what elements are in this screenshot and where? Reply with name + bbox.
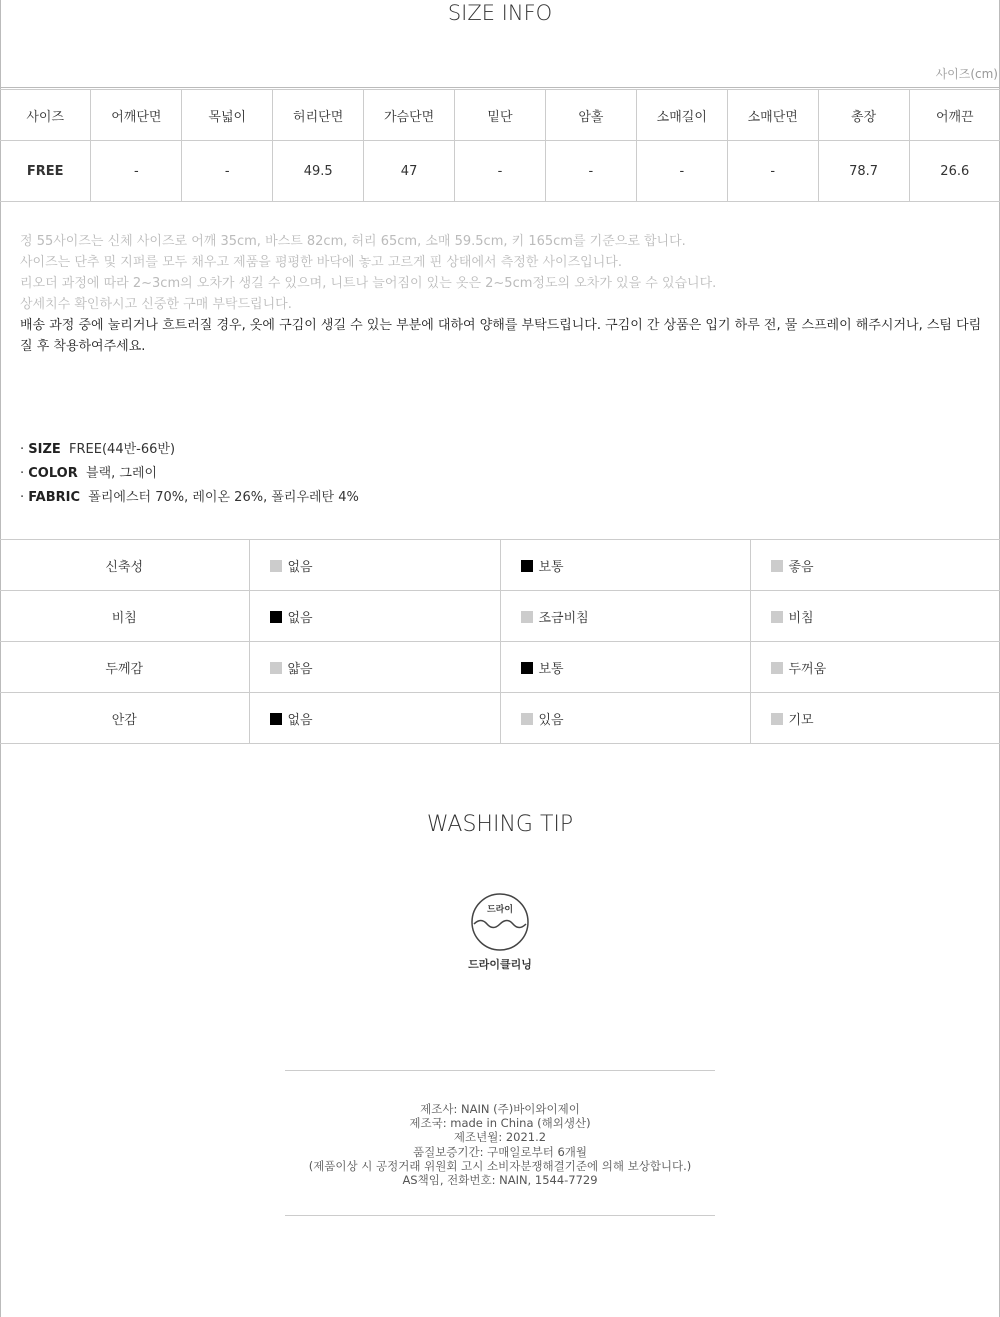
spec-size: · SIZE FREE(44반-66반): [20, 442, 176, 457]
shipping-note: 배송 과정 중에 눌리거나 흐트러질 경우, 옷에 구김이 생길 수 있는 부분에 대하여 양해를 부탁드립니다. 구김이 간 상품은 입기 하루 전, 물 스프레이 해주시거나, 스팀 다림질 후 착용하여주세요.: [20, 318, 982, 354]
attribute-name: 안감: [0, 693, 249, 744]
attribute-option: [500, 591, 750, 642]
size-value-cell: -: [91, 141, 182, 202]
attribute-row: [0, 693, 1000, 744]
size-header-cell: 소매길이: [636, 90, 727, 141]
checkbox-square-icon: [270, 560, 282, 572]
size-unit-label: 사이즈(cm): [935, 67, 998, 81]
size-table-header-row: [0, 90, 1000, 141]
size-value-cell: -: [727, 141, 818, 202]
size-header-cell: 어깨끈: [909, 90, 1000, 141]
dry-cleaning-label: 드라이클리닝: [468, 958, 532, 971]
attribute-option: [750, 540, 1000, 591]
note-line: 상세치수 확인하시고 신중한 구매 부탁드립니다.: [20, 297, 292, 312]
divider: [285, 1215, 715, 1216]
attribute-table: [0, 539, 1000, 744]
option-label: 얇음: [287, 661, 313, 677]
note-line: 정 55사이즈는 신체 사이즈로 어깨 35cm, 바스트 82cm, 허리 65cm, 소매 59.5cm, 키 165cm를 기준으로 합니다.: [20, 234, 686, 249]
checkbox-square-icon: [270, 662, 282, 674]
option-label: 있음: [538, 712, 564, 728]
spec-size-value: FREE(44반-66반): [69, 442, 176, 457]
size-table-value-row: [0, 141, 1000, 202]
option-label: 없음: [287, 559, 313, 575]
option-label: 보통: [538, 661, 564, 677]
checkbox-square-icon: [771, 611, 783, 623]
spec-fabric: · FABRIC 폴리에스터 70%, 레이온 26%, 폴리우레탄 4%: [20, 490, 359, 505]
size-value-cell: FREE: [0, 141, 91, 202]
info-line: (제품이상 시 공정거래 위원회 고시 소비자분쟁해결기준에 의해 보상합니다.): [308, 1158, 692, 1173]
size-header-cell: 어깨단면: [91, 90, 182, 141]
attribute-option: [500, 642, 750, 693]
attribute-option: [249, 693, 500, 744]
info-line: 제조년월: 2021.2: [453, 1130, 547, 1145]
attribute-option: [500, 693, 750, 744]
size-header-cell: 허리단면: [273, 90, 364, 141]
attribute-option: [750, 693, 1000, 744]
size-value-cell: 47: [364, 141, 455, 202]
size-value-cell: -: [636, 141, 727, 202]
info-line: 품질보증기간: 구매일로부터 6개월: [412, 1144, 588, 1159]
size-notes: [20, 231, 992, 357]
checkbox-square-icon: [521, 713, 533, 725]
option-label: 좋음: [788, 559, 814, 575]
size-value-cell: 26.6: [909, 141, 1000, 202]
size-table: [0, 89, 1000, 202]
divider: [285, 1070, 715, 1071]
checkbox-square-icon: [771, 560, 783, 572]
spec-fabric-label: FABRIC: [28, 490, 81, 505]
size-value-cell: -: [545, 141, 636, 202]
option-label: 조금비침: [538, 610, 589, 626]
option-label: 없음: [287, 712, 313, 728]
attribute-option: [249, 642, 500, 693]
attribute-row: [0, 540, 1000, 591]
size-value-cell: -: [182, 141, 273, 202]
attribute-name: 두께감: [0, 642, 249, 693]
checkbox-square-icon: [521, 560, 533, 572]
attribute-option: [500, 540, 750, 591]
option-label: 기모: [788, 712, 814, 728]
attribute-option: [750, 642, 1000, 693]
option-label: 비침: [788, 610, 814, 626]
spec-fabric-value: 폴리에스터 70%, 레이온 26%, 폴리우레탄 4%: [88, 490, 359, 505]
attribute-option: [249, 591, 500, 642]
attribute-option: [249, 540, 500, 591]
note-line: 리오더 과정에 따라 2~3cm의 오차가 생길 수 있으며, 니트나 늘어짐이 있는 옷은 2~5cm정도의 오차가 있을 수 있습니다.: [20, 276, 717, 291]
attribute-row: [0, 642, 1000, 693]
spec-color-value: 블랙, 그레이: [86, 466, 158, 481]
size-header-cell: 소매단면: [727, 90, 818, 141]
spec-color: · COLOR 블랙, 그레이: [20, 466, 158, 481]
spec-color-label: COLOR: [28, 466, 78, 481]
spec-size-label: SIZE: [28, 442, 61, 457]
washing-tip-title: WASHING TIP: [426, 812, 574, 837]
note-line: 사이즈는 단추 및 지퍼를 모두 채우고 제품을 평평한 바닥에 놓고 고르게 핀 상태에서 측정한 사이즈입니다.: [20, 255, 622, 270]
divider: [0, 87, 1000, 88]
size-header-cell: 사이즈: [0, 90, 91, 141]
manufacturer-info: [0, 1102, 1000, 1187]
size-header-cell: 목넓이: [182, 90, 273, 141]
size-header-cell: 암홀: [545, 90, 636, 141]
checkbox-square-icon: [270, 611, 282, 623]
info-line: 제조사: NAIN (주)바이와이제이: [420, 1102, 580, 1116]
dry-cleaning-icon: [470, 892, 530, 952]
option-label: 없음: [287, 610, 313, 626]
attribute-row: [0, 591, 1000, 642]
size-value-cell: -: [455, 141, 546, 202]
dry-icon-text: 드라이: [486, 905, 514, 915]
checkbox-square-icon: [771, 662, 783, 674]
checkbox-square-icon: [771, 713, 783, 725]
option-label: 두꺼움: [788, 661, 827, 677]
attribute-name: 비침: [0, 591, 249, 642]
checkbox-square-icon: [521, 662, 533, 674]
info-line: 제조국: made in China (해외생산): [409, 1116, 591, 1131]
size-header-cell: 총장: [818, 90, 909, 141]
attribute-option: [750, 591, 1000, 642]
size-header-cell: 밑단: [455, 90, 546, 141]
size-value-cell: 49.5: [273, 141, 364, 202]
checkbox-square-icon: [521, 611, 533, 623]
checkbox-square-icon: [270, 713, 282, 725]
size-info-title: SIZE INFO: [447, 1, 553, 25]
info-line: AS책임, 전화번호: NAIN, 1544-7729: [402, 1173, 598, 1188]
size-value-cell: 78.7: [818, 141, 909, 202]
size-header-cell: 가슴단면: [364, 90, 455, 141]
attribute-name: 신축성: [0, 540, 249, 591]
product-specs: [20, 438, 359, 510]
option-label: 보통: [538, 559, 564, 575]
